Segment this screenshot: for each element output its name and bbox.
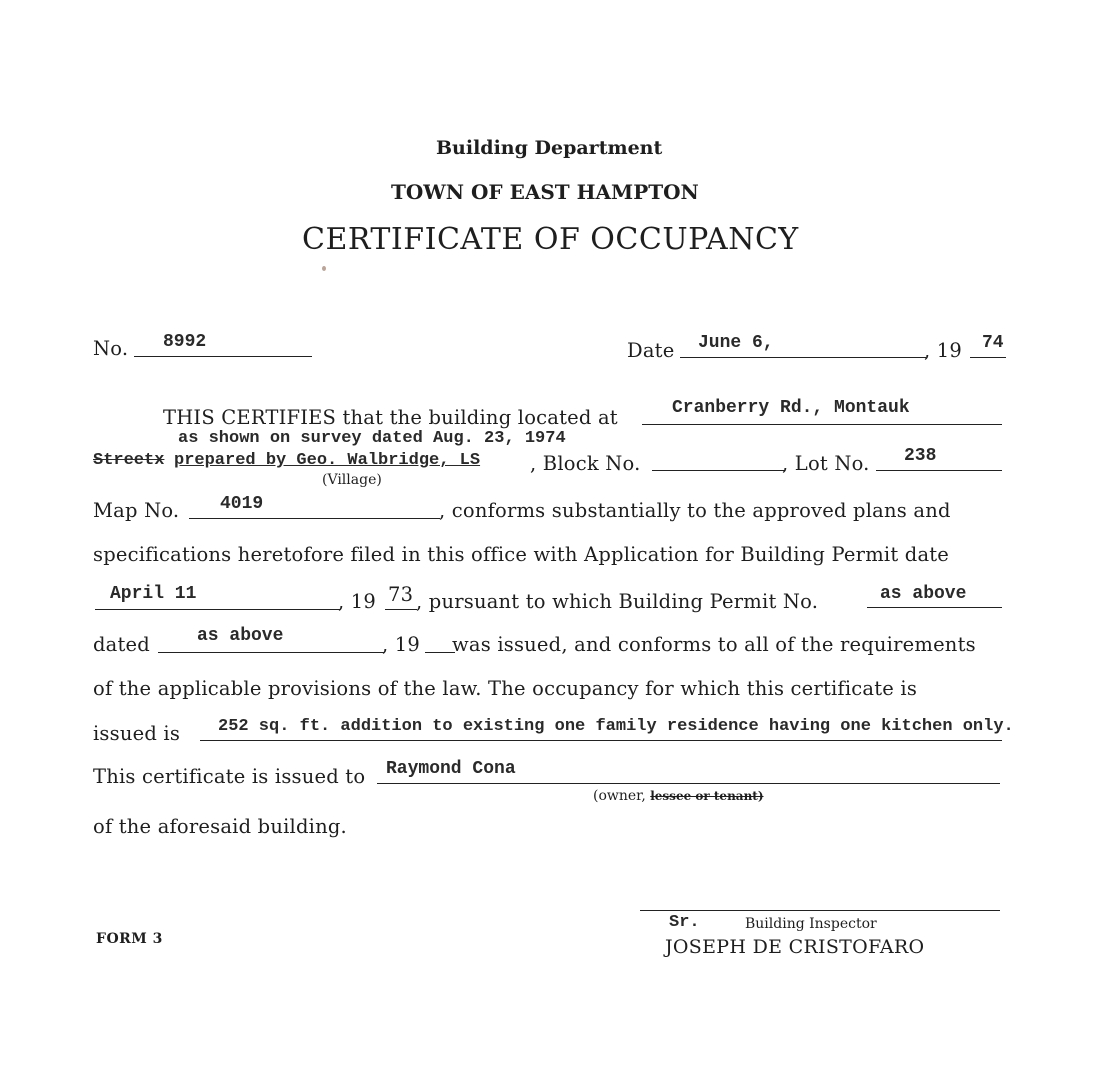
date-label: Date (627, 339, 675, 362)
map-label: Map No. (93, 499, 180, 522)
village-label: (Village) (322, 472, 382, 488)
location-value: Cranberry Rd., Montauk (672, 398, 910, 418)
survey-note: as shown on survey dated Aug. 23, 1974 (178, 429, 566, 448)
block-line (652, 470, 785, 471)
location-line (642, 424, 1002, 425)
date-value: June 6, (698, 333, 774, 353)
town-heading: TOWN OF EAST HAMPTON (391, 180, 699, 204)
department-heading: Building Department (436, 137, 663, 159)
issued-text: was issued, and conforms to all of the requirements (452, 633, 976, 656)
permit-no-line (867, 607, 1002, 608)
certificate-no-line (134, 356, 312, 357)
owner-label: (owner, (593, 788, 646, 804)
occupancy-value: 252 sq. ft. addition to existing one family residence having one kitchen only. (218, 717, 1014, 736)
document-title: CERTIFICATE OF OCCUPANCY (302, 222, 799, 257)
application-year-line (385, 609, 417, 610)
lot-value: 238 (904, 446, 937, 466)
paper-speck (322, 266, 326, 271)
signature-prefix: Sr. (669, 913, 700, 932)
issued-is-label: issued is (93, 722, 181, 745)
owner-caption (593, 788, 764, 804)
inspector-name: JOSEPH DE CRISTOFARO (665, 936, 925, 958)
date-year-prefix: , 19 (924, 339, 963, 362)
form-label: FORM 3 (96, 931, 163, 947)
date-line (680, 357, 926, 358)
street-struck: Streetx (93, 451, 165, 470)
dated-label: dated (93, 633, 150, 656)
date-year-line (970, 357, 1006, 358)
dated-value: as above (197, 626, 284, 646)
date-year-value: 74 (982, 333, 1004, 353)
certifies-rest: that the building located at (336, 406, 618, 429)
dated-year-line (425, 652, 455, 653)
block-label: , Block No. (530, 452, 641, 475)
certificate-no-value: 8992 (163, 332, 207, 352)
application-date-value: April 11 (110, 584, 197, 604)
certifies-lead: THIS CERTIFIES (163, 406, 337, 429)
signature-title: Building Inspector (745, 916, 877, 932)
issued-to-value: Raymond Cona (386, 759, 516, 779)
lot-label: , Lot No. (782, 452, 870, 475)
issued-to-line (377, 783, 1000, 784)
issued-to-label: This certificate is issued to (93, 765, 366, 788)
map-line (189, 518, 440, 519)
law-text: of the applicable provisions of the law. The occupancy for which this certificate is (93, 677, 918, 700)
dated-year-prefix: , 19 (382, 633, 421, 656)
certifies-text (163, 406, 618, 429)
aforesaid-text: of the aforesaid building. (93, 815, 347, 838)
application-year-prefix: , 19 (338, 590, 377, 613)
conforms-text: , conforms substantially to the approved plans and (439, 499, 951, 522)
owner-struck: lessee or tenant) (650, 789, 764, 803)
specifications-text: specifications heretofore filed in this office with Application for Building Permit date (93, 543, 950, 566)
application-year-value: 73 (388, 583, 414, 606)
signature-line (640, 910, 1000, 911)
pursuant-text: , pursuant to which Building Permit No. (416, 590, 819, 613)
map-value: 4019 (220, 494, 264, 514)
occupancy-line (200, 740, 1002, 741)
application-date-line (95, 609, 340, 610)
certificate-no-label: No. (93, 337, 129, 360)
dated-line (158, 652, 384, 653)
permit-no-value: as above (880, 584, 967, 604)
lot-line (876, 470, 1002, 471)
prepared-by-value: prepared by Geo. Walbridge, LS (174, 451, 481, 470)
